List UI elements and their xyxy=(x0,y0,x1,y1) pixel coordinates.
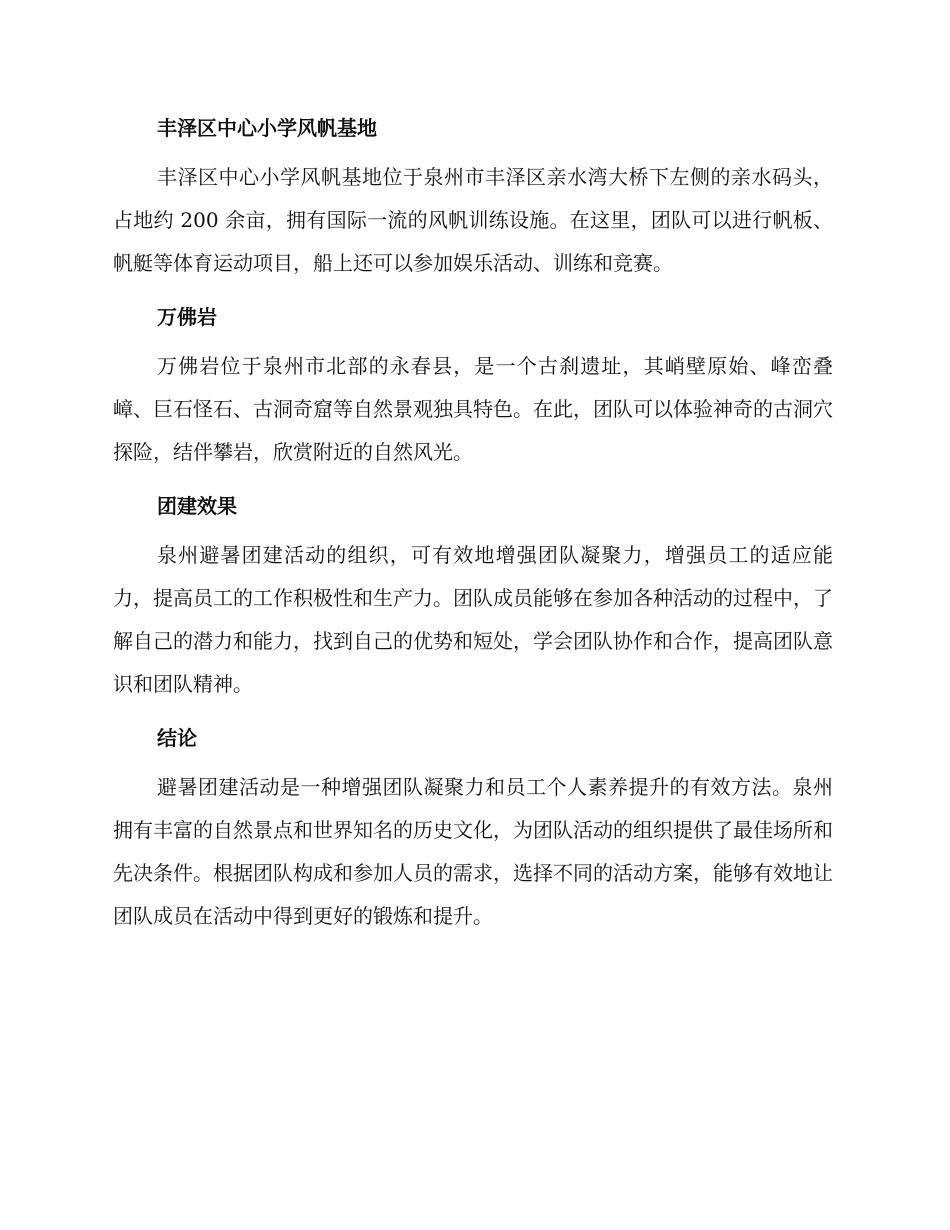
section-conclusion xyxy=(113,718,833,938)
section-wanfo-rock xyxy=(113,297,833,474)
section-team-building-effect xyxy=(113,486,833,706)
section-paragraph: 万佛岩位于泉州市北部的永春县，是一个古刹遗址，其峭壁原始、峰峦叠嶂、巨石怪石、古洞奇窟等自然景观独具特色。在此，团队可以体验神奇的古洞穴探险，结伴攀岩，欣赏附近的自然风光。 xyxy=(113,354,833,464)
section-heading: 团建效果 xyxy=(157,494,237,518)
section-paragraph: 丰泽区中心小学风帆基地位于泉州市丰泽区亲水湾大桥下左侧的亲水码头，占地约 200 余亩，拥有国际一流的风帆训练设施。在这里，团队可以进行帆板、帆艇等体育运动项目，船上还可以参加娱乐活动、训练和竞赛。 xyxy=(113,165,833,275)
section-heading: 结论 xyxy=(157,726,197,750)
section-heading: 万佛岩 xyxy=(157,305,217,329)
section-heading: 丰泽区中心小学风帆基地 xyxy=(157,116,377,140)
section-sail-base xyxy=(113,108,833,285)
section-paragraph: 避暑团建活动是一种增强团队凝聚力和员工个人素养提升的有效方法。泉州拥有丰富的自然景点和世界知名的历史文化，为团队活动的组织提供了最佳场所和先决条件。根据团队构成和参加人员的需求，选择不同的活动方案，能够有效地让团队成员在活动中得到更好的锻炼和提升。 xyxy=(113,775,833,928)
document-content xyxy=(113,108,833,938)
section-paragraph: 泉州避暑团建活动的组织，可有效地增强团队凝聚力，增强员工的适应能力，提高员工的工作积极性和生产力。团队成员能够在参加各种活动的过程中，了解自己的潜力和能力，找到自己的优势和短处，学会团队协作和合作，提高团队意识和团队精神。 xyxy=(113,543,833,696)
